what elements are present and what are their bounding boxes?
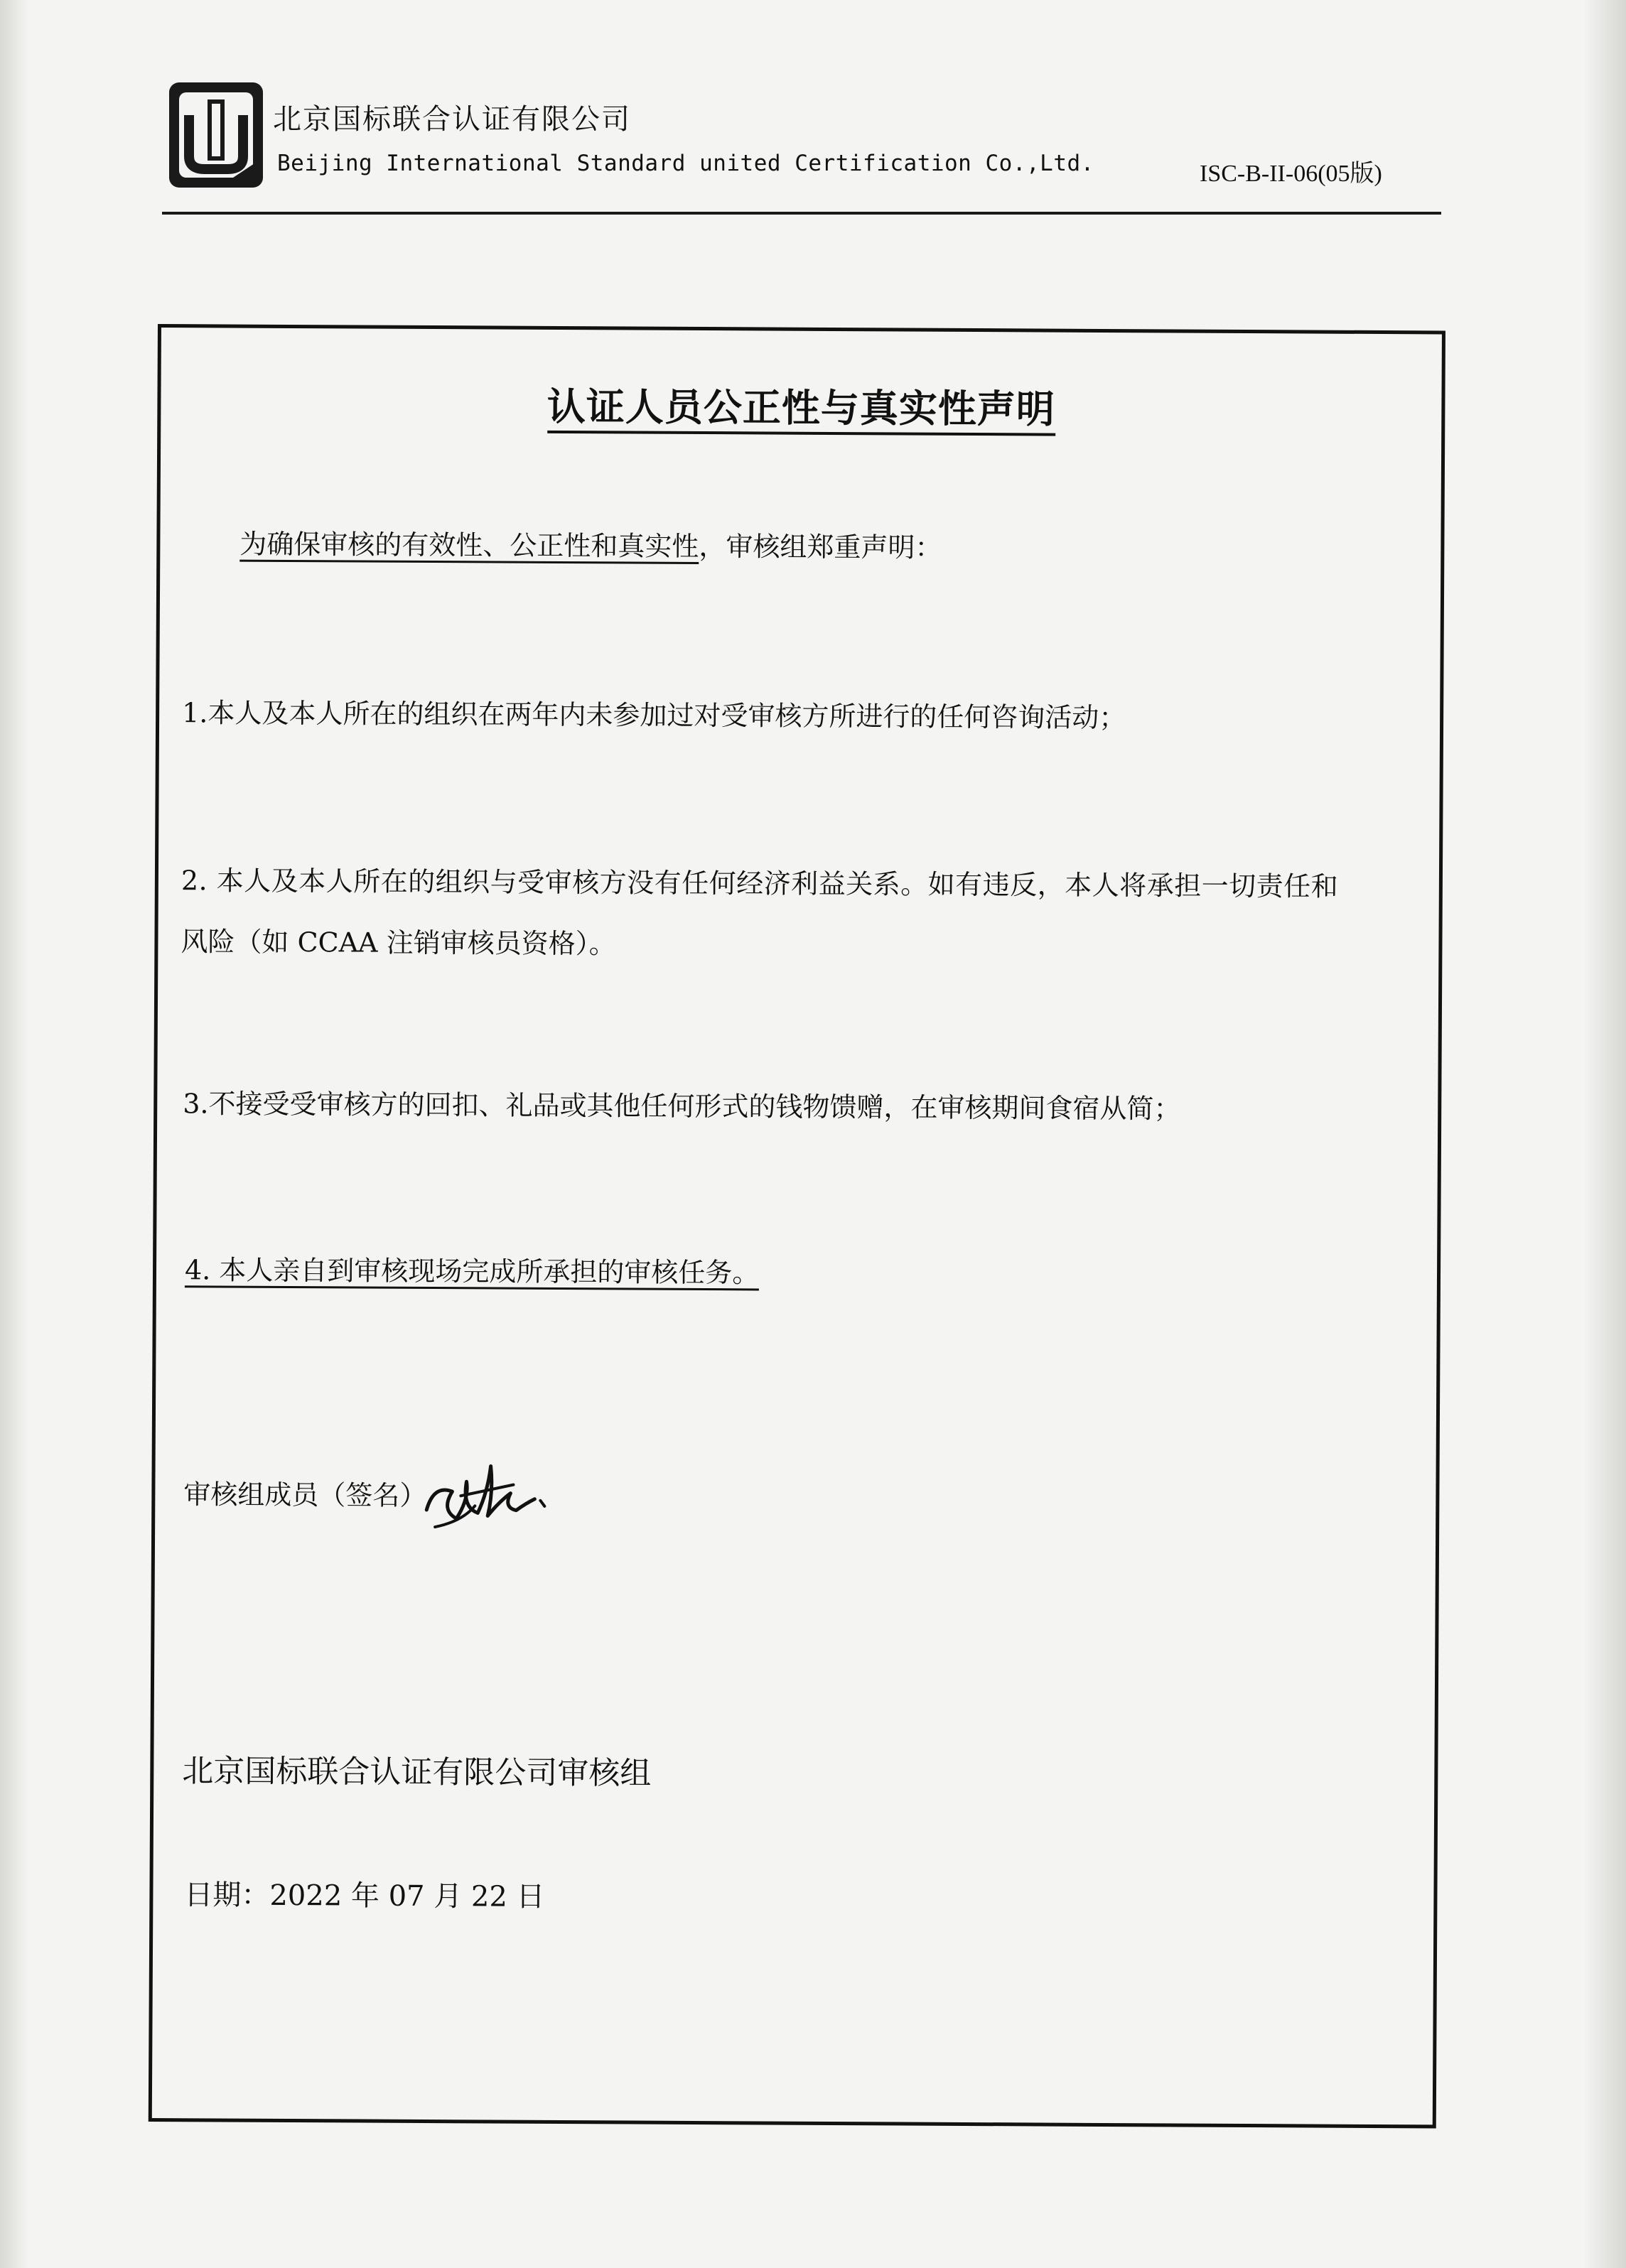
form-code: ISC-B-II-06(05版) — [1200, 161, 1382, 187]
document-title-text: 认证人员公正性与真实性声明 — [547, 384, 1055, 436]
statement-item-4 — [185, 1240, 760, 1302]
header-divider — [162, 212, 1441, 215]
intro-rest-text: ，审核组郑重声明： — [699, 530, 942, 563]
statement-item-2-line-2: 风险（如 CCAA 注销审核员资格）。 — [181, 926, 616, 960]
audit-team-organization: 北京国标联合认证有限公司审核组 — [182, 1753, 652, 1792]
page-edge-shadow-right — [1583, 0, 1626, 2268]
statement-date: 日期：2022 年 07 月 22 日 — [184, 1879, 545, 1913]
signer-label: 审核组成员（签名） — [183, 1479, 427, 1512]
statement-item-1: 1.本人及本人所在的组织在两年内未参加过对受审核方所进行的任何咨询活动； — [182, 697, 1126, 734]
statement-item-2-line-1: 2. 本人及本人所在的组织与受审核方没有任何经济利益关系。如有违反，本人将承担一切责任和 — [181, 865, 1339, 902]
company-name-english: Beijing International Standard united Certification Co.,Ltd. — [277, 151, 1094, 176]
statement-item-3: 3.不接受受审核方的回扣、礼品或其他任何形式的钱物馈赠，在审核期间食宿从简； — [183, 1088, 1181, 1125]
handwritten-signature-icon — [419, 1442, 562, 1542]
statement-box — [149, 324, 1445, 2128]
page-edge-shadow-left — [0, 0, 28, 2268]
document-title — [161, 374, 1441, 436]
statement-item-4-text: 4. 本人亲自到审核现场完成所承担的审核任务。 — [185, 1254, 760, 1290]
intro-paragraph — [239, 514, 942, 578]
isc-certification-logo-icon — [165, 78, 267, 192]
intro-underlined-text: 为确保审核的有效性、公正性和真实性 — [239, 529, 699, 564]
company-name-chinese: 北京国标联合认证有限公司 — [273, 103, 631, 136]
